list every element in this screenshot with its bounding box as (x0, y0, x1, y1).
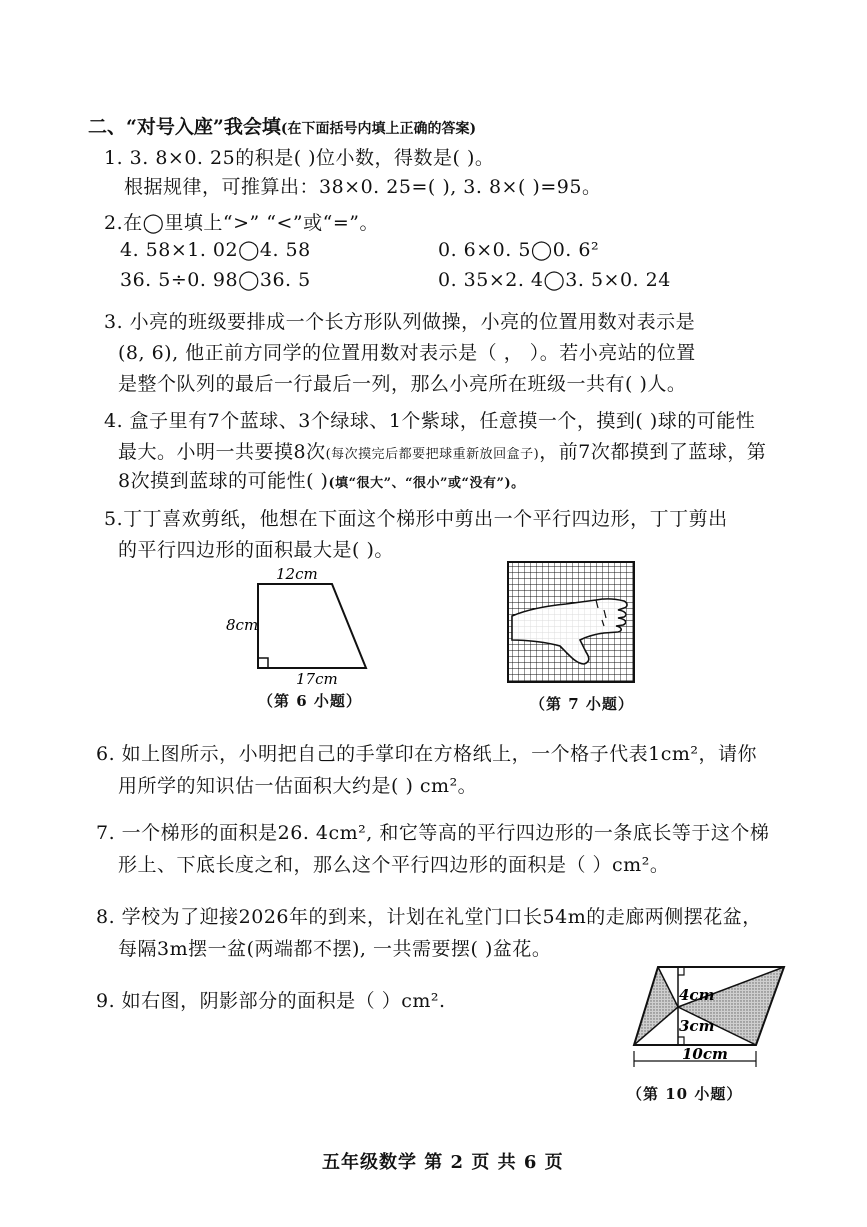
q9-line1: 9. 如右图，阴影部分的面积是（ ）cm². (96, 990, 446, 1012)
q2-item-3: 36. 5÷0. 98◯36. 5 (120, 269, 311, 291)
q1-line2: 根据规律，可推算出：38×0. 25=( ), 3. 8×( )=95。 (124, 176, 602, 198)
q5-line2: 的平行四边形的面积最大是( )。 (118, 539, 394, 561)
trapezoid-top-label: 12cm (276, 565, 318, 583)
trapezoid-shape (258, 584, 366, 668)
q4-line1: 4. 盒子里有7个蓝球、3个绿球、1个紫球，任意摸一个，摸到( )球的可能性 (104, 410, 756, 432)
height-lower-label: 3cm (679, 1017, 715, 1035)
hand-grid-figure (506, 560, 640, 686)
fig10-caption: （第 10 小题） (627, 1085, 743, 1103)
q6-line1: 6. 如上图所示，小明把自己的手掌印在方格纸上，一个格子代表1cm²，请你 (96, 743, 758, 765)
q4-line3-note: (填“很大”、“很小”或“没有”)。 (328, 476, 525, 491)
q3-line3: 是整个队列的最后一行最后一列，那么小亮所在班级一共有( )人。 (118, 373, 687, 395)
q2-item-1: 4. 58×1. 02◯4. 58 (120, 239, 311, 261)
base-label: 10cm (682, 1045, 728, 1063)
q3-line2: (8, 6), 他正前方同学的位置用数对表示是（ ， ）。若小亮站的位置 (118, 342, 696, 364)
q7-line1: 7. 一个梯形的面积是26. 4cm², 和它等高的平行四边形的一条底长等于这个梯 (96, 822, 770, 844)
q1-line1: 1. 3. 8×0. 25的积是( )位小数，得数是( )。 (104, 147, 495, 169)
q3-line1: 3. 小亮的班级要排成一个长方形队列做操，小亮的位置用数对表示是 (104, 311, 696, 333)
q4-line2-a: 最大。小明一共要摸8次 (118, 441, 326, 463)
fig6-caption: （第 6 小题） (258, 692, 362, 710)
q4-line3 (118, 466, 525, 493)
q5-line1: 5.丁丁喜欢剪纸，他想在下面这个梯形中剪出一个平行四边形，丁丁剪出 (104, 508, 728, 530)
q4-line3-a: 8次摸到蓝球的可能性( ) (118, 470, 329, 492)
q6-line2: 用所学的知识估一估面积大约是( ) cm²。 (118, 775, 478, 797)
section-note: (在下面括号内填上正确的答案) (280, 121, 477, 137)
section-heading (88, 112, 476, 139)
q4-line2-note: (每次摸完后都要把球重新放回盒子) (325, 447, 540, 462)
q4-line2 (118, 437, 766, 464)
q2-item-2: 0. 6×0. 5◯0. 6² (438, 239, 600, 261)
trapezoid-bottom-label: 17cm (296, 670, 338, 687)
q7-line2: 形上、下底长度之和，那么这个平行四边形的面积是（ ）cm²。 (118, 854, 670, 876)
right-angle-mark (258, 658, 268, 668)
fig7-caption: （第 7 小题） (530, 695, 634, 713)
trapezoid-figure (220, 562, 390, 687)
height-upper-label: 4cm (679, 986, 715, 1004)
q2-item-4: 0. 35×2. 4◯3. 5×0. 24 (438, 269, 671, 291)
q8-line1: 8. 学校为了迎接2026年的到来，计划在礼堂门口长54m的走廊两侧摆花盆， (96, 906, 762, 928)
q2-line1: 2.在◯里填上“>” “<”或“=”。 (104, 212, 379, 234)
page-footer: 五年级数学 第 2 页 共 6 页 (322, 1152, 564, 1173)
trapezoid-left-label: 8cm (226, 616, 259, 634)
q4-line2-c: ，前7次都摸到了蓝球，第 (539, 441, 767, 463)
section-title: 二、“对号入座”我会填 (88, 116, 281, 138)
parallelogram-figure (620, 955, 795, 1080)
q8-line2: 每隔3m摆一盆(两端都不摆), 一共需要摆( )盆花。 (118, 938, 552, 960)
shaded-left-triangle (634, 967, 678, 1045)
